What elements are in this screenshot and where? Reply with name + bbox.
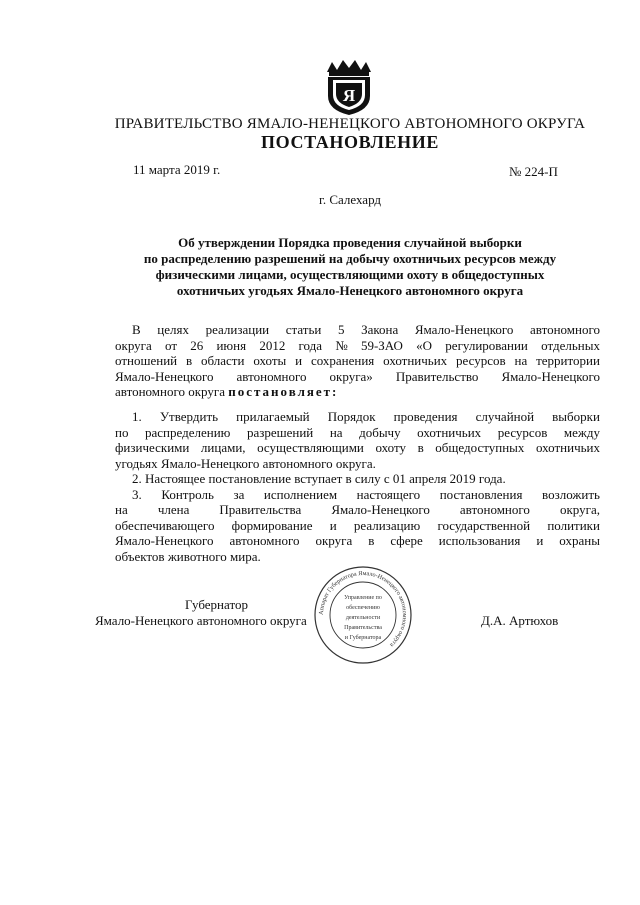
word: реализацию <box>353 517 421 533</box>
word: в <box>368 533 375 548</box>
preamble-paragraph <box>115 322 600 400</box>
item3-line <box>115 533 600 549</box>
word: настоящего <box>356 486 421 502</box>
word: округа <box>115 337 152 353</box>
word: в <box>185 353 193 368</box>
word: В <box>132 322 141 337</box>
word: 2012 <box>259 337 286 353</box>
word: и <box>295 353 303 368</box>
stamp-line: и Губернатора <box>344 635 382 641</box>
word: охотничьих <box>383 353 448 368</box>
stamp-line: деятельности <box>345 615 381 621</box>
item3-line: объектов животного мира. <box>115 548 261 564</box>
word: Ямало-Ненецкого <box>501 368 600 384</box>
preamble-line <box>115 322 600 338</box>
word: Правительства <box>219 502 302 517</box>
word: случайной <box>475 409 535 424</box>
word: охраны <box>559 533 600 548</box>
document-title <box>100 235 600 299</box>
document-city: г. Салехард <box>318 192 382 207</box>
word: автономного <box>229 533 300 548</box>
word: Ямало-Ненецкого <box>331 502 430 517</box>
item2-line: 2. Настоящее постановление вступает в силу с 01 апреля 2019 года. <box>132 471 506 486</box>
title-line: охотничьих угодьях Ямало-Ненецкого автономного округа <box>176 283 524 298</box>
word: использования <box>438 533 521 548</box>
word: статьи <box>285 322 322 337</box>
word: возложить <box>542 486 600 502</box>
item1-line <box>115 425 600 441</box>
emblem-letter: Я <box>342 86 356 105</box>
word: округа, <box>559 502 600 517</box>
official-stamp <box>313 565 413 665</box>
word: области <box>200 353 245 368</box>
stamp-line: Правительства <box>344 625 382 631</box>
document-number: № 224-П <box>509 164 558 179</box>
word: автономного <box>459 502 530 517</box>
word: Правительство <box>395 368 479 384</box>
word: члена <box>157 502 190 517</box>
title-line: физическими лицами, осуществляющими охоту в общедоступных <box>155 267 545 282</box>
word: на <box>115 502 128 517</box>
word: по <box>115 424 129 440</box>
resolution-items <box>115 409 600 564</box>
stamp-ring-text: Аппарат Губернатора Ямало-Ненецкого автономного округа <box>317 569 409 649</box>
word: сфере <box>390 533 423 548</box>
word: постановления <box>439 486 523 502</box>
preamble-line <box>115 353 600 369</box>
word: формирование <box>231 517 313 533</box>
word: охотничьих <box>417 424 482 440</box>
word: от <box>164 337 177 353</box>
word: проведения <box>393 409 458 424</box>
word: июня <box>216 337 247 353</box>
word: разрешений <box>246 424 314 440</box>
word: 3. <box>132 486 142 502</box>
word: отношений <box>115 353 178 368</box>
preamble-line <box>115 338 600 354</box>
word: 1. <box>132 409 142 424</box>
word: регулировании <box>445 337 528 353</box>
item1-line: угодьях Ямало-Ненецкого автономного округа. <box>115 455 376 471</box>
stamp-line: Управление по <box>344 595 382 601</box>
word: сохранения <box>310 353 375 368</box>
signer-position-line2: Ямало-Ненецкого автономного округа <box>95 613 307 628</box>
word: добычу <box>359 424 401 440</box>
word: Закона <box>361 322 399 337</box>
word: в <box>417 440 424 455</box>
word: на <box>329 424 343 440</box>
word: обеспечивающего <box>115 517 215 533</box>
word: 26 <box>190 337 204 353</box>
word: выборки <box>552 409 600 424</box>
title-line: по распределению разрешений на добычу охотничьих ресурсов между <box>143 251 557 266</box>
word: охотничьих <box>535 440 600 455</box>
word: охоту <box>375 440 406 455</box>
word: на <box>514 353 528 368</box>
government-name: ПРАВИТЕЛЬСТВО ЯМАЛО-НЕНЕЦКОГО АВТОНОМНОГО ОКРУГА <box>114 116 586 132</box>
item1-line <box>115 440 600 456</box>
word: ресурсов <box>497 424 548 440</box>
word: реализации <box>205 322 270 337</box>
word: и <box>536 533 544 548</box>
word: территории <box>536 353 600 368</box>
item3-line <box>115 502 600 518</box>
word: «О <box>416 337 433 353</box>
word: лицами, <box>200 440 246 455</box>
word: Ямало-Ненецкого <box>414 322 514 337</box>
word: 59-ЗАО <box>360 337 403 353</box>
word: Ямало-Ненецкого <box>115 533 214 548</box>
preamble-last-text: автономного округа <box>115 384 225 399</box>
item3-line <box>115 487 600 503</box>
word: округа <box>315 533 353 548</box>
item3-line <box>115 518 600 534</box>
preamble-line <box>115 369 600 385</box>
word: политики <box>547 517 600 533</box>
word: Контроль <box>161 486 214 502</box>
word: и <box>329 517 337 533</box>
word: государственной <box>437 517 531 533</box>
word: автономного <box>530 322 600 337</box>
word: прилагаемый <box>236 409 310 424</box>
word: осуществляющими <box>257 440 364 455</box>
item1-line <box>115 409 600 425</box>
word: 5 <box>337 322 345 337</box>
document-type: ПОСТАНОВЛЕНИЕ <box>261 132 439 152</box>
word: округа» <box>329 368 373 384</box>
word: № <box>335 337 348 353</box>
word: Порядок <box>327 409 376 424</box>
stamp-line: обеспечению <box>346 605 380 611</box>
word: между <box>563 424 600 440</box>
word: автономного <box>236 368 307 384</box>
word: года <box>298 337 323 353</box>
word: физическими <box>115 440 190 455</box>
preamble-last-line <box>115 384 600 400</box>
signer-name: Д.А. Артюхов <box>481 613 559 628</box>
word: охоты <box>253 353 287 368</box>
coat-of-arms-icon <box>325 58 373 116</box>
word: распределению <box>145 424 231 440</box>
document-date: 11 марта 2019 г. <box>133 162 221 177</box>
word: исполнением <box>263 486 338 502</box>
word: общедоступных <box>435 440 525 455</box>
word: ресурсов <box>456 353 506 368</box>
word: за <box>233 486 245 502</box>
decree-word: постановляет: <box>228 384 339 399</box>
word: отдельных <box>541 337 600 353</box>
word: Утвердить <box>159 409 219 424</box>
signer-position-line1: Губернатор <box>185 597 248 612</box>
word: Ямало-Ненецкого <box>115 368 214 384</box>
word: целях <box>157 322 189 337</box>
title-line: Об утверждении Порядка проведения случайной выборки <box>178 235 522 250</box>
